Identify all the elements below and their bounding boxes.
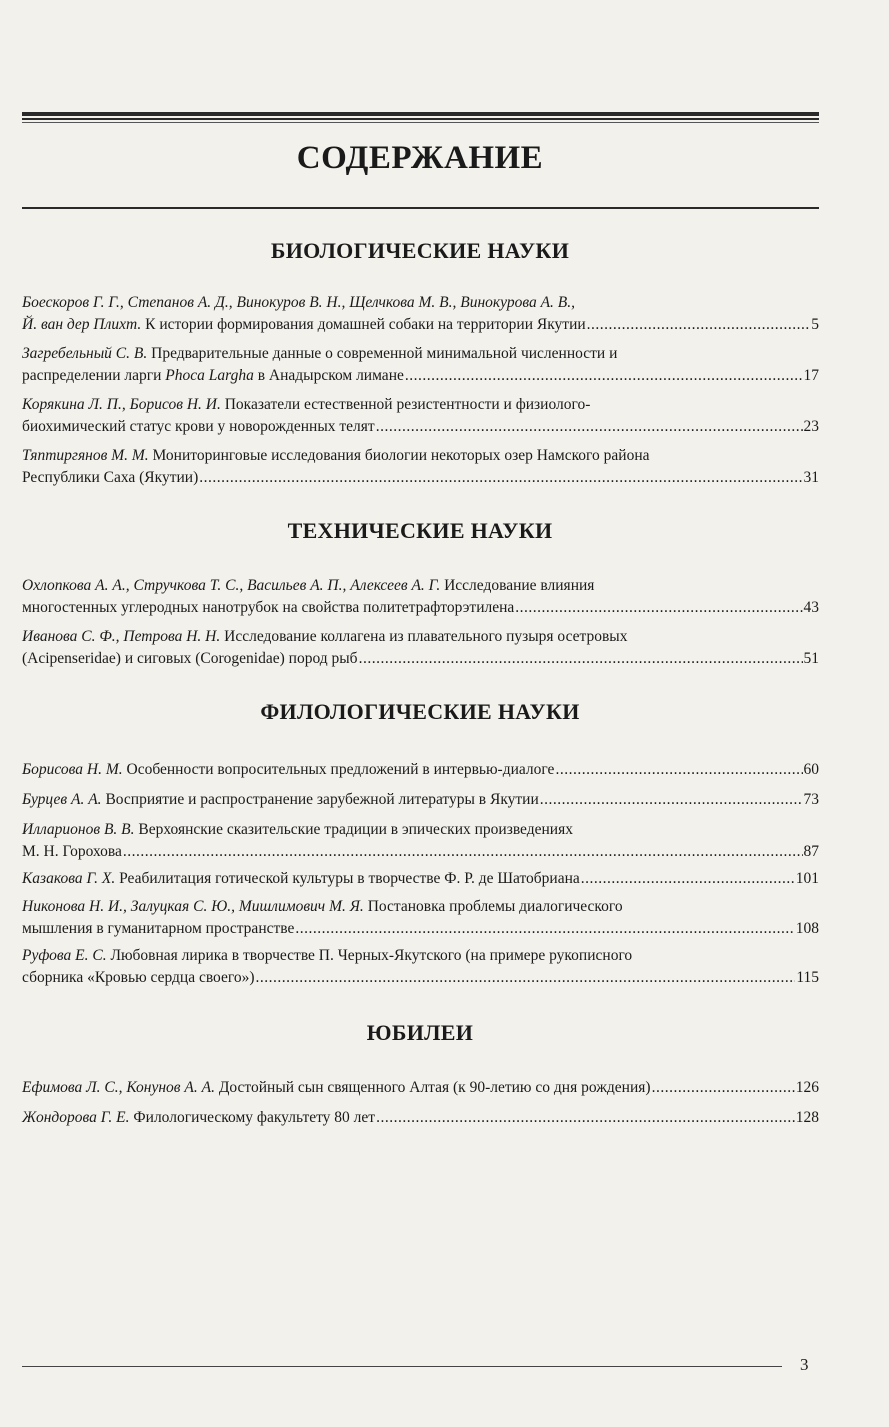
leader-dots [587,314,811,336]
toc-entry[interactable] [22,575,819,619]
entry-authors: Никонова Н. И., Залуцкая С. Ю., Мишлимович М. Я. [22,898,364,915]
entry-title: Восприятие и распространение зарубежной литературы в Якутии [101,791,539,808]
entry-title: Исследование влияния [440,577,595,594]
leader-dots [359,648,803,670]
leader-dots [652,1077,795,1099]
leader-dots [295,918,794,940]
section-heading-jubilees: ЮБИЛЕИ [366,1020,474,1045]
footer-rule [22,1366,782,1367]
leader-dots [256,967,796,989]
toc-entry[interactable] [22,819,819,863]
entry-title: Верхоянские сказительские традиции в эпических произведениях [134,821,573,838]
entry-title-cont: в Анадырском лимане [253,367,404,384]
entry-page-number: 5 [811,316,819,333]
entry-page-number: 17 [803,367,819,384]
entry-authors: Тяптиргянов М. М. [22,447,149,464]
entry-title-cont: многостенных углеродных нанотрубок на свойства политетрафторэтилена [22,599,515,616]
entry-page-number: 101 [795,870,819,887]
entry-authors: Руфова Е. С. [22,947,107,964]
toc-entry[interactable] [22,1077,819,1099]
entry-title: Особенности вопросительных предложений в интервью-диалоге [122,761,555,778]
entry-title: К истории формирования домашней собаки на территории Якутии [141,316,586,333]
entry-authors: Ефимова Л. С., Конунов А. А. [22,1079,215,1096]
toc-entry[interactable] [22,292,819,336]
section-heading-technical: ТЕХНИЧЕСКИЕ НАУКИ [287,518,553,543]
entry-title: Реабилитация готической культуры в творчестве Ф. Р. де Шатобриана [115,870,580,887]
toc-entry[interactable] [22,626,819,670]
toc-entry[interactable] [22,1107,819,1129]
entry-authors: Корякина Л. П., Борисов Н. И. [22,396,221,413]
toc-entry[interactable] [22,868,819,890]
entry-title: Любовная лирика в творчестве П. Черных-Якутского (на примере рукописного [106,947,633,964]
entry-authors: Жондорова Г. Е. [22,1109,130,1126]
entry-page-number: 126 [795,1079,819,1096]
leader-dots [199,467,802,489]
entry-page-number: 115 [796,969,819,986]
section-heading-philology: ФИЛОЛОГИЧЕСКИЕ НАУКИ [260,699,580,724]
leader-dots [515,597,802,619]
entry-title-cont: сборника «Кровью сердца своего») [22,969,255,986]
toc-entry[interactable] [22,445,819,489]
section-heading-biology: БИОЛОГИЧЕСКИЕ НАУКИ [270,238,570,263]
entry-authors: Илларионов В. В. [22,821,135,838]
entry-authors: Охлопкова А. А., Стручкова Т. С., Васильев А. П., Алексеев А. Г. [22,577,441,594]
entry-title-cont: Республики Саха (Якутии) [22,469,199,486]
entry-title: Достойный сын священного Алтая (к 90-летию со дня рождения) [214,1079,651,1096]
toc-entry[interactable] [22,343,819,387]
entry-page-number: 31 [803,469,819,486]
entry-page-number: 73 [803,791,819,808]
entry-page-number: 23 [803,418,819,435]
entry-authors: Борисова Н. М. [22,761,123,778]
leader-dots [540,789,803,811]
entry-authors: Боескоров Г. Г., Степанов А. Д., Винокуров В. Н., Щелчкова М. В., Винокурова А. В., [22,294,576,311]
top-decorative-rule [22,112,819,123]
toc-entry[interactable] [22,759,819,781]
leader-dots [376,1107,795,1129]
entry-title: Мониторинговые исследования биологии некоторых озер Намского района [148,447,650,464]
entry-authors: Казакова Г. Х. [22,870,116,887]
entry-title-cont: мышления в гуманитарном пространстве [22,920,295,937]
toc-entry[interactable] [22,945,819,989]
entry-title-cont: М. Н. Горохова [22,843,122,860]
entry-title: Предварительные данные о современной минимальной численности и [147,345,618,362]
entry-title: Постановка проблемы диалогического [363,898,623,915]
toc-entry[interactable] [22,896,819,940]
entry-title-cont: распределении ларги [22,367,166,384]
entry-title-cont: биохимический статус крови у новорожденных телят [22,418,375,435]
entry-title: Показатели естественной резистентности и физиолого- [220,396,591,413]
page-title: СОДЕРЖАНИЕ [296,140,544,176]
leader-dots [581,868,795,890]
entry-page-number: 51 [803,650,819,667]
leader-dots [376,416,803,438]
entry-authors: Загребельный С. В. [22,345,148,362]
entry-page-number: 60 [803,761,819,778]
entry-authors: Иванова С. Ф., Петрова Н. Н. [22,628,221,645]
entry-page-number: 43 [803,599,819,616]
leader-dots [405,365,803,387]
leader-dots [555,759,802,781]
entry-species-name: Phoca Largha [165,367,254,384]
entry-title: Исследование коллагена из плавательного пузыря осетровых [220,628,628,645]
entry-authors-cont: Й. ван дер Плихт. [22,316,142,333]
entry-title-cont: (Acipenseridae) и сиговых (Corogenidae) пород рыб [22,650,358,667]
toc-entry[interactable] [22,789,819,811]
entry-authors: Бурцев А. А. [22,791,102,808]
leader-dots [123,841,803,863]
entry-title: Филологическому факультету 80 лет [129,1109,376,1126]
page-number: 3 [800,1355,809,1374]
entry-page-number: 108 [795,920,819,937]
entry-page-number: 128 [795,1109,819,1126]
entry-page-number: 87 [803,843,819,860]
title-underline [22,207,819,209]
toc-entry[interactable] [22,394,819,438]
